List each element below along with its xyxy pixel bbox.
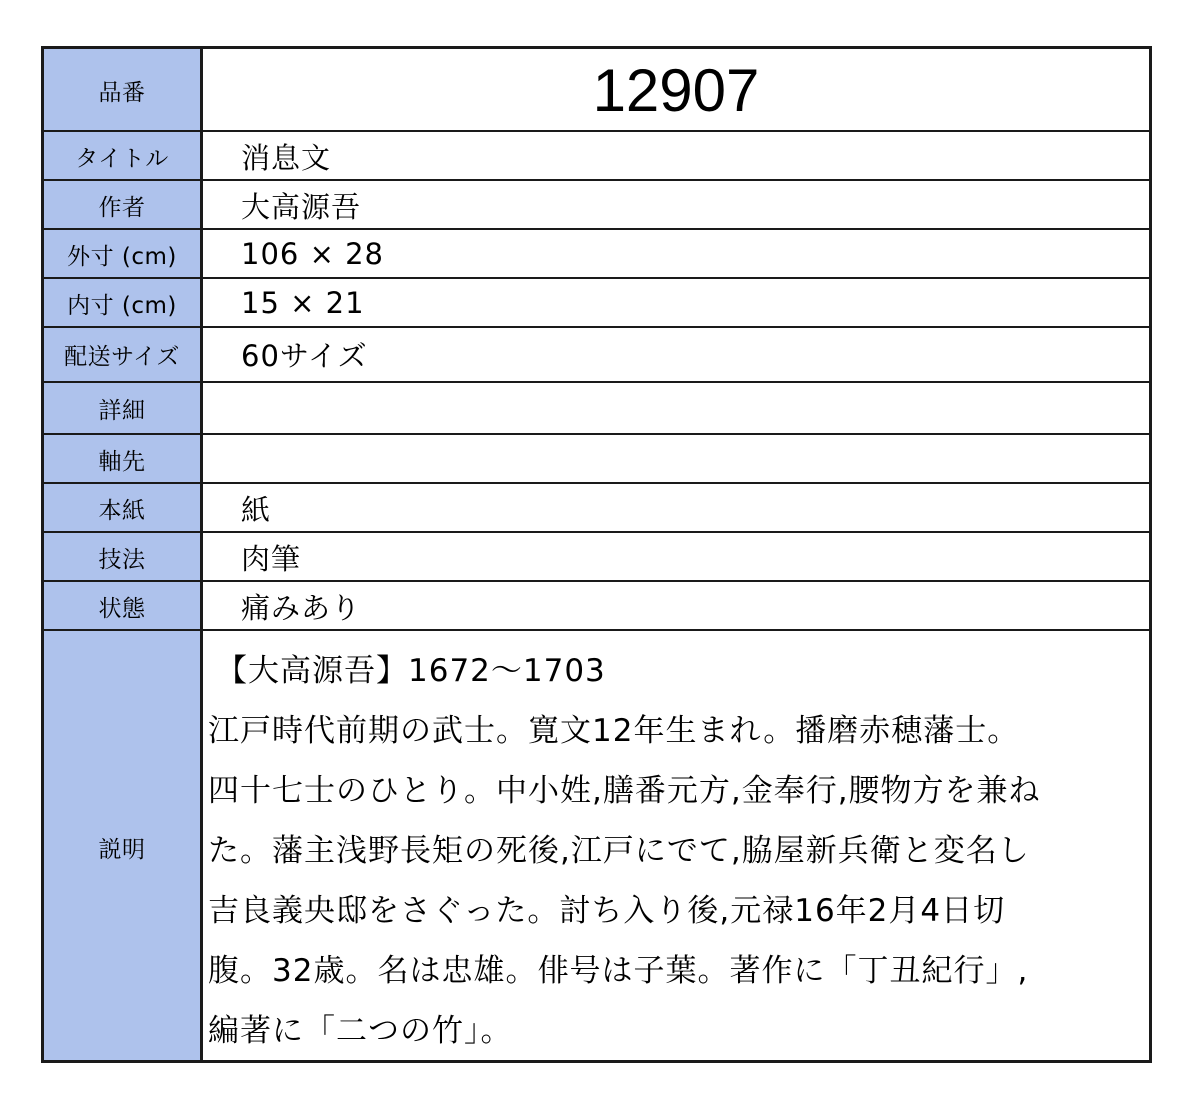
value-inner-size: 15 × 21 xyxy=(241,286,365,320)
value-details xyxy=(241,383,1149,433)
value-hinban: 12907 xyxy=(592,56,760,124)
label-inner-size: 内寸 (cm) xyxy=(67,292,177,319)
value-author: 大高源吾 xyxy=(241,189,362,224)
label-description: 説明 xyxy=(98,836,146,863)
value-shipping-size: 60サイズ xyxy=(241,339,368,373)
label-details: 詳細 xyxy=(98,397,146,424)
value-outer-size: 106 × 28 xyxy=(241,237,384,271)
label-roller-ends: 軸先 xyxy=(98,448,146,475)
label-title: タイトル xyxy=(75,145,169,172)
label-shipping-size: 配送サイズ xyxy=(64,344,180,370)
value-roller-ends xyxy=(241,435,1149,483)
value-title: 消息文 xyxy=(241,140,332,175)
label-hinban: 品番 xyxy=(98,79,146,106)
label-technique: 技法 xyxy=(98,546,146,573)
item-info-table xyxy=(41,46,1152,1063)
label-condition: 状態 xyxy=(98,595,146,622)
description-line: 江戸時代前期の武士。寛文12年生まれ。播磨赤穂藩士。 xyxy=(208,713,1020,749)
description-line: た。藩主浅野長矩の死後,江戸にでて,脇屋新兵衛と変名し xyxy=(208,833,1030,869)
description-line: 腹。32歳。名は忠雄。俳号は子葉。著作に「丁丑紀行」, xyxy=(208,953,1029,989)
description-line: 【大高源吾】1672～1703 xyxy=(216,653,606,689)
label-outer-size: 外寸 (cm) xyxy=(67,243,177,270)
value-paper: 紙 xyxy=(241,492,272,527)
value-condition: 痛みあり xyxy=(241,590,362,625)
description-line: 四十七士のひとり。中小姓,膳番元方,金奉行,腰物方を兼ね xyxy=(208,773,1041,809)
value-technique: 肉筆 xyxy=(241,541,302,576)
label-paper: 本紙 xyxy=(98,497,146,524)
column-divider xyxy=(200,49,203,1060)
row-divider xyxy=(44,629,1149,631)
description-line: 吉良義央邸をさぐった。討ち入り後,元禄16年2月4日切 xyxy=(208,893,1006,929)
description-text xyxy=(208,641,1145,1061)
description-line: 編著に「二つの竹」。 xyxy=(208,1013,513,1049)
label-author: 作者 xyxy=(98,194,146,221)
